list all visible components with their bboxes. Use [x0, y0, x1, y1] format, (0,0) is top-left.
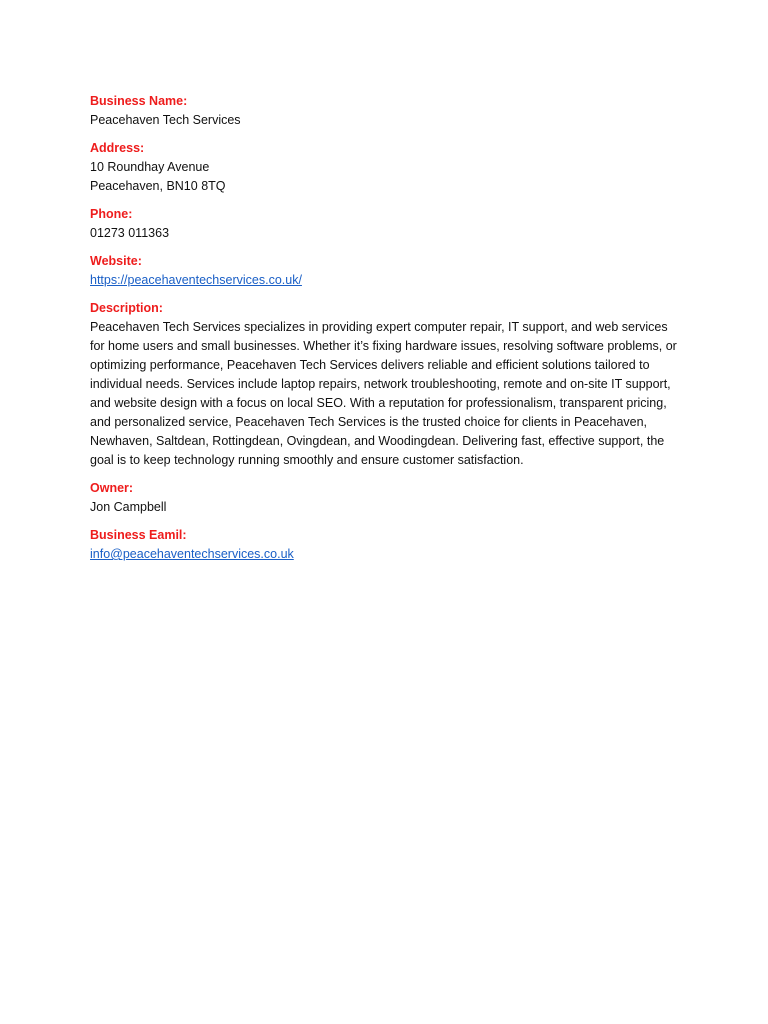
email-label: Business Eamil: [90, 528, 187, 542]
owner-value: Jon Campbell [90, 500, 167, 514]
phone-label: Phone: [90, 207, 133, 221]
website-link[interactable]: https://peacehaventechservices.co.uk/ [90, 273, 302, 287]
phone-section [90, 205, 678, 243]
description-section [90, 299, 678, 470]
address-section [90, 139, 678, 196]
business-name-section [90, 92, 678, 130]
business-name-label: Business Name: [90, 94, 188, 108]
address-line-2: Peacehaven, BN10 8TQ [90, 179, 226, 193]
owner-label: Owner: [90, 481, 134, 495]
business-name-value: Peacehaven Tech Services [90, 113, 241, 127]
phone-value: 01273 011363 [90, 226, 170, 240]
description-label: Description: [90, 301, 163, 315]
website-section [90, 252, 678, 290]
website-label: Website: [90, 254, 142, 268]
email-link[interactable]: info@peacehaventechservices.co.uk [90, 547, 294, 561]
address-label: Address: [90, 141, 145, 155]
description-text: Peacehaven Tech Services specializes in providing expert computer repair, IT support, and web services for home users and small businesses. Whether it’s fixing hardware issues, resolving software problems, or optimizing performance, Peacehaven Tech Services delivers reliable and efficient solutions tailored to individual needs. Services include laptop repairs, network troubleshooting, remote and on-site IT support, and website design with a focus on local SEO. With a reputation for professionalism, transparent pricing, and personalized service, Peacehaven Tech Services is the trusted choice for clients in Peacehaven, Newhaven, Saltdean, Rottingdean, Ovingdean, and Woodingdean. Delivering fast, effective support, the goal is to keep technology running smoothly and ensure customer satisfaction. [90, 320, 677, 467]
email-section [90, 526, 678, 564]
address-line-1: 10 Roundhay Avenue [90, 160, 210, 174]
owner-section [90, 479, 678, 517]
